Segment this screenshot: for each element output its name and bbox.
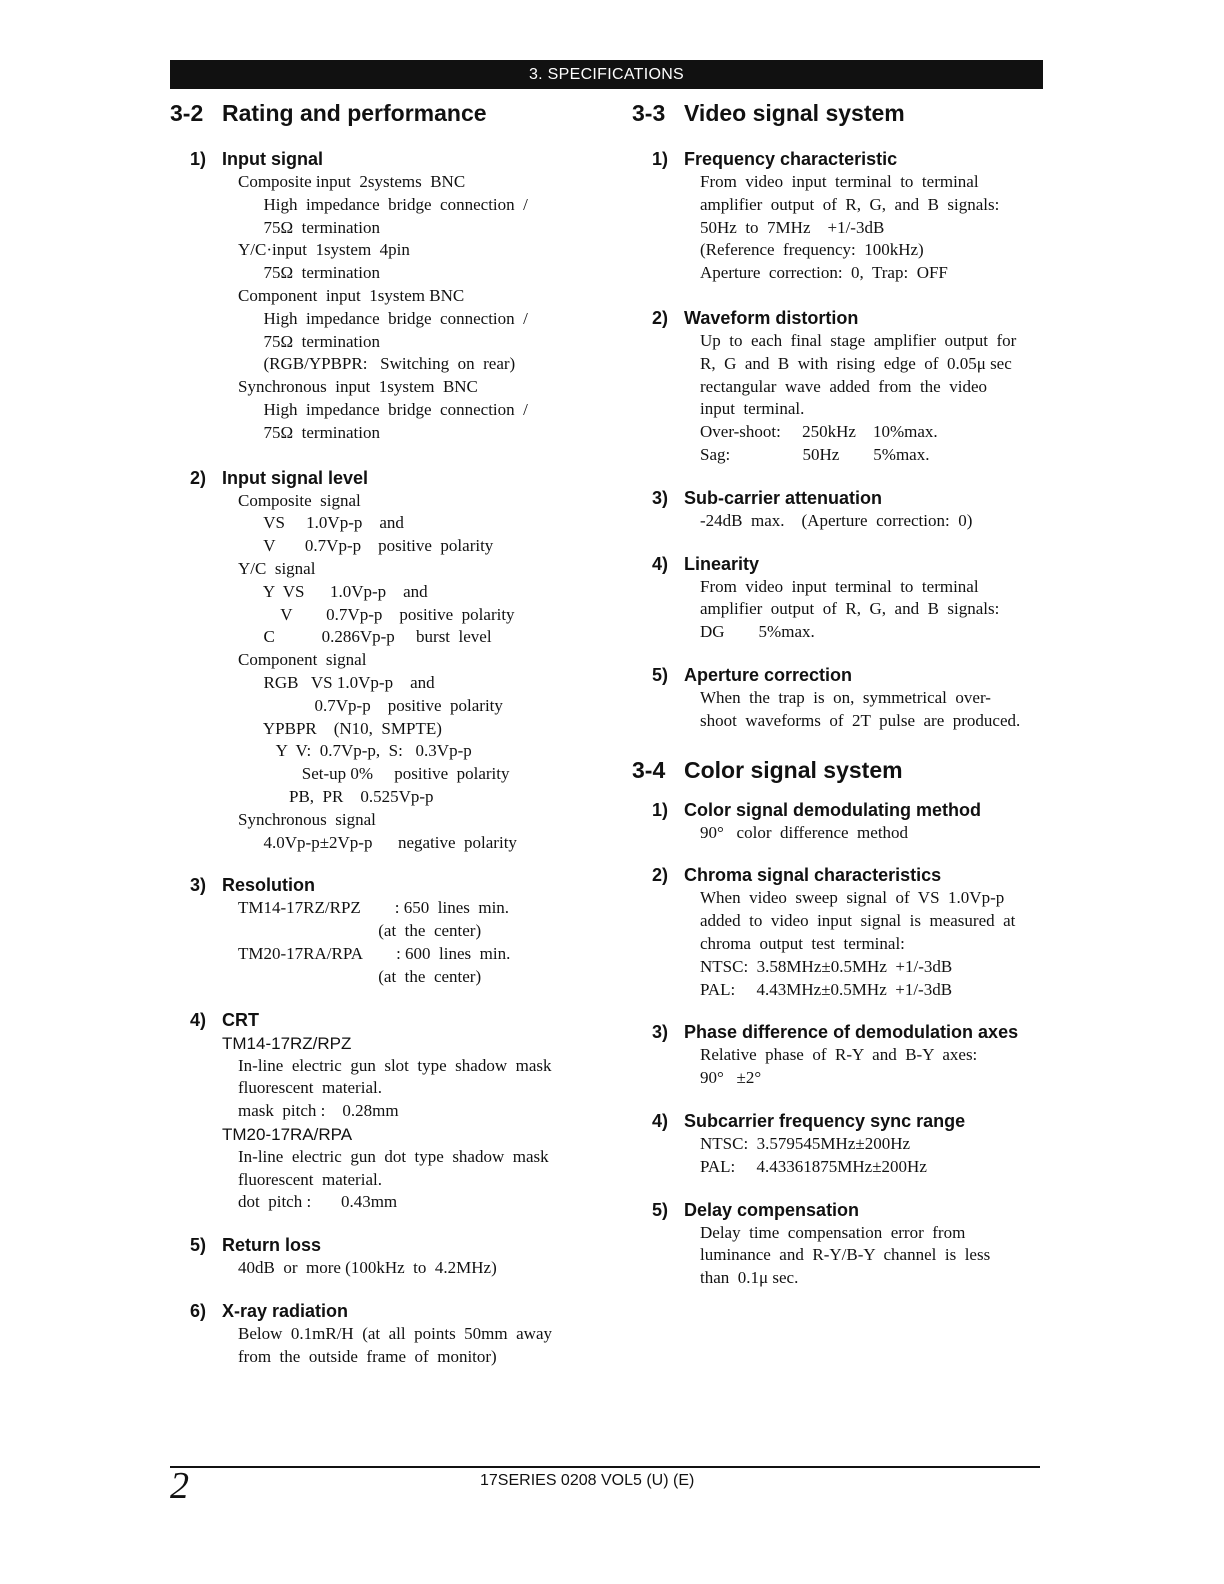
item-body: 90° color difference method — [700, 822, 909, 842]
item-title: 2) Chroma signal characteristics — [652, 865, 942, 886]
item-body: In-line electric gun dot type shadow mask fluorescent material. dot pitch : 0.43mm — [238, 1146, 549, 1212]
item-title: 4) CRT — [190, 1009, 259, 1030]
item-body: In-line electric gun slot type shadow mask fluorescent material. mask pitch : 0.28mm — [238, 1055, 552, 1121]
item-body: 40dB or more (100kHz to 4.2MHz) — [238, 1258, 497, 1278]
section-header-bar — [170, 60, 1043, 89]
item-body: Delay time compensation error from luminance and R-Y/B-Y channel is less than 0.1μ sec. — [700, 1222, 991, 1288]
item-title: 2) Waveform distortion — [652, 307, 859, 328]
item-body: When video sweep signal of VS 1.0Vp-p added to video input signal is measured at chroma output test terminal: NTSC: 3.58MHz±0.5MHz +1/-3dB PAL: 4.43MHz±0.5MHz +1/-3dB — [700, 888, 1016, 999]
item-title: 6) X-ray radiation — [190, 1301, 349, 1322]
item-title: 3) Phase difference of demodulation axes — [652, 1022, 1019, 1043]
item-body: NTSC: 3.579545MHz±200Hz PAL: 4.43361875MHz±200Hz — [700, 1133, 927, 1176]
item-subcarrier-frequency-sync-range — [632, 1110, 1044, 1179]
item-linearity — [632, 553, 1044, 644]
page-number: 2 — [170, 1465, 189, 1507]
footer-rule — [170, 1466, 1040, 1468]
item-body: -24dB max. (Aperture correction: 0) — [700, 510, 973, 530]
footer-doc-code: 17SERIES 0208 VOL5 (U) (E) — [480, 1472, 695, 1489]
item-input-signal — [170, 148, 590, 445]
item-frequency-characteristic — [632, 148, 1044, 285]
section-title-3-3: 3-3 Video signal system — [632, 100, 905, 126]
item-body: When the trap is on, symmetrical over- shoot waveforms of 2T pulse are produced. — [700, 687, 1021, 730]
item-body: Composite input 2systems BNC High impedance bridge connection / 75Ω termination Y/C·input 1system 4pin 75Ω termination Component input 1system BNC High impedance bridge connection / 75Ω termination (RGB/YPBPR: Switching on rear) Synchronous input 1system BNC High impedance bridge connection / 75Ω termination — [238, 172, 528, 442]
item-chroma-signal-characteristics — [632, 864, 1044, 1001]
item-title: 4) Linearity — [652, 553, 760, 574]
header-title: 3. SPECIFICATIONS — [528, 66, 685, 83]
item-title: 1) Input signal — [190, 149, 323, 169]
item-title: 4) Subcarrier frequency sync range — [652, 1110, 966, 1131]
item-body: Up to each final stage amplifier output for R, G and B with rising edge of 0.05μ sec rectangular wave added from the video input terminal. Over-shoot: 250kHz 10%max. Sag: 50Hz 5%max. — [700, 330, 1017, 464]
left-column — [170, 96, 590, 1369]
item-body: From video input terminal to terminal amplifier output of R, G, and B signals: 50Hz to 7MHz +1/-3dB (Reference frequency: 100kHz) Aperture correction: 0, Trap: OFF — [700, 172, 1000, 283]
item-phase-difference — [632, 1021, 1044, 1090]
item-title: 1) Frequency characteristic — [652, 149, 898, 169]
item-body: Relative phase of R-Y and B-Y axes: 90° ±2° — [700, 1045, 978, 1088]
right-column — [632, 96, 1044, 1290]
item-delay-compensation — [632, 1199, 1044, 1290]
item-aperture-correction — [632, 664, 1044, 733]
item-title: 5) Return loss — [190, 1235, 322, 1256]
item-return-loss — [170, 1234, 590, 1280]
item-body: From video input terminal to terminal amplifier output of R, G, and B signals: DG 5%max. — [700, 576, 1000, 642]
item-title: 1) Color signal demodulating method — [652, 799, 981, 820]
item-title: 3) Sub-carrier attenuation — [652, 487, 883, 508]
item-title: 5) Aperture correction — [652, 664, 853, 685]
item-title: 3) Resolution — [190, 875, 315, 896]
item-color-signal-demodulating-method — [632, 799, 1044, 845]
item-body: Below 0.1mR/H (at all points 50mm away from the outside frame of monitor) — [238, 1324, 552, 1366]
section-title-3-2: 3-2 Rating and performance — [170, 100, 487, 126]
item-body: Composite signal VS 1.0Vp-p and V 0.7Vp-p positive polarity Y/C signal Y VS 1.0Vp-p and V 0.7Vp-p positive polarity C 0.286Vp-p burst level Component signal RGB VS 1.0Vp-p and 0.7Vp-p positive polarity YPBPR (N10, SMPTE) Y V: 0.7Vp-p, S: 0.3Vp-p Set-up 0% positive polarity PB, PR 0.525Vp-p Synchronous signal 4.0Vp-p±2Vp-p negative polarity — [238, 490, 517, 852]
item-waveform-distortion — [632, 307, 1044, 467]
item-body: TM14-17RZ/RPZ : 650 lines min. (at the center) TM20-17RA/RPA : 600 lines min. (at the center) — [238, 898, 511, 986]
item-resolution — [170, 874, 590, 988]
item-crt — [170, 1009, 590, 1215]
crt-model-1: TM14-17RZ/RPZ — [222, 1033, 352, 1053]
item-title: 5) Delay compensation — [652, 1199, 860, 1220]
section-title-3-4: 3-4 Color signal system — [632, 756, 903, 783]
crt-model-2: TM20-17RA/RPA — [222, 1124, 353, 1144]
item-input-signal-level — [170, 467, 590, 855]
item-sub-carrier-attenuation — [632, 487, 1044, 533]
item-x-ray-radiation — [170, 1300, 590, 1369]
item-title: 2) Input signal level — [190, 467, 369, 488]
